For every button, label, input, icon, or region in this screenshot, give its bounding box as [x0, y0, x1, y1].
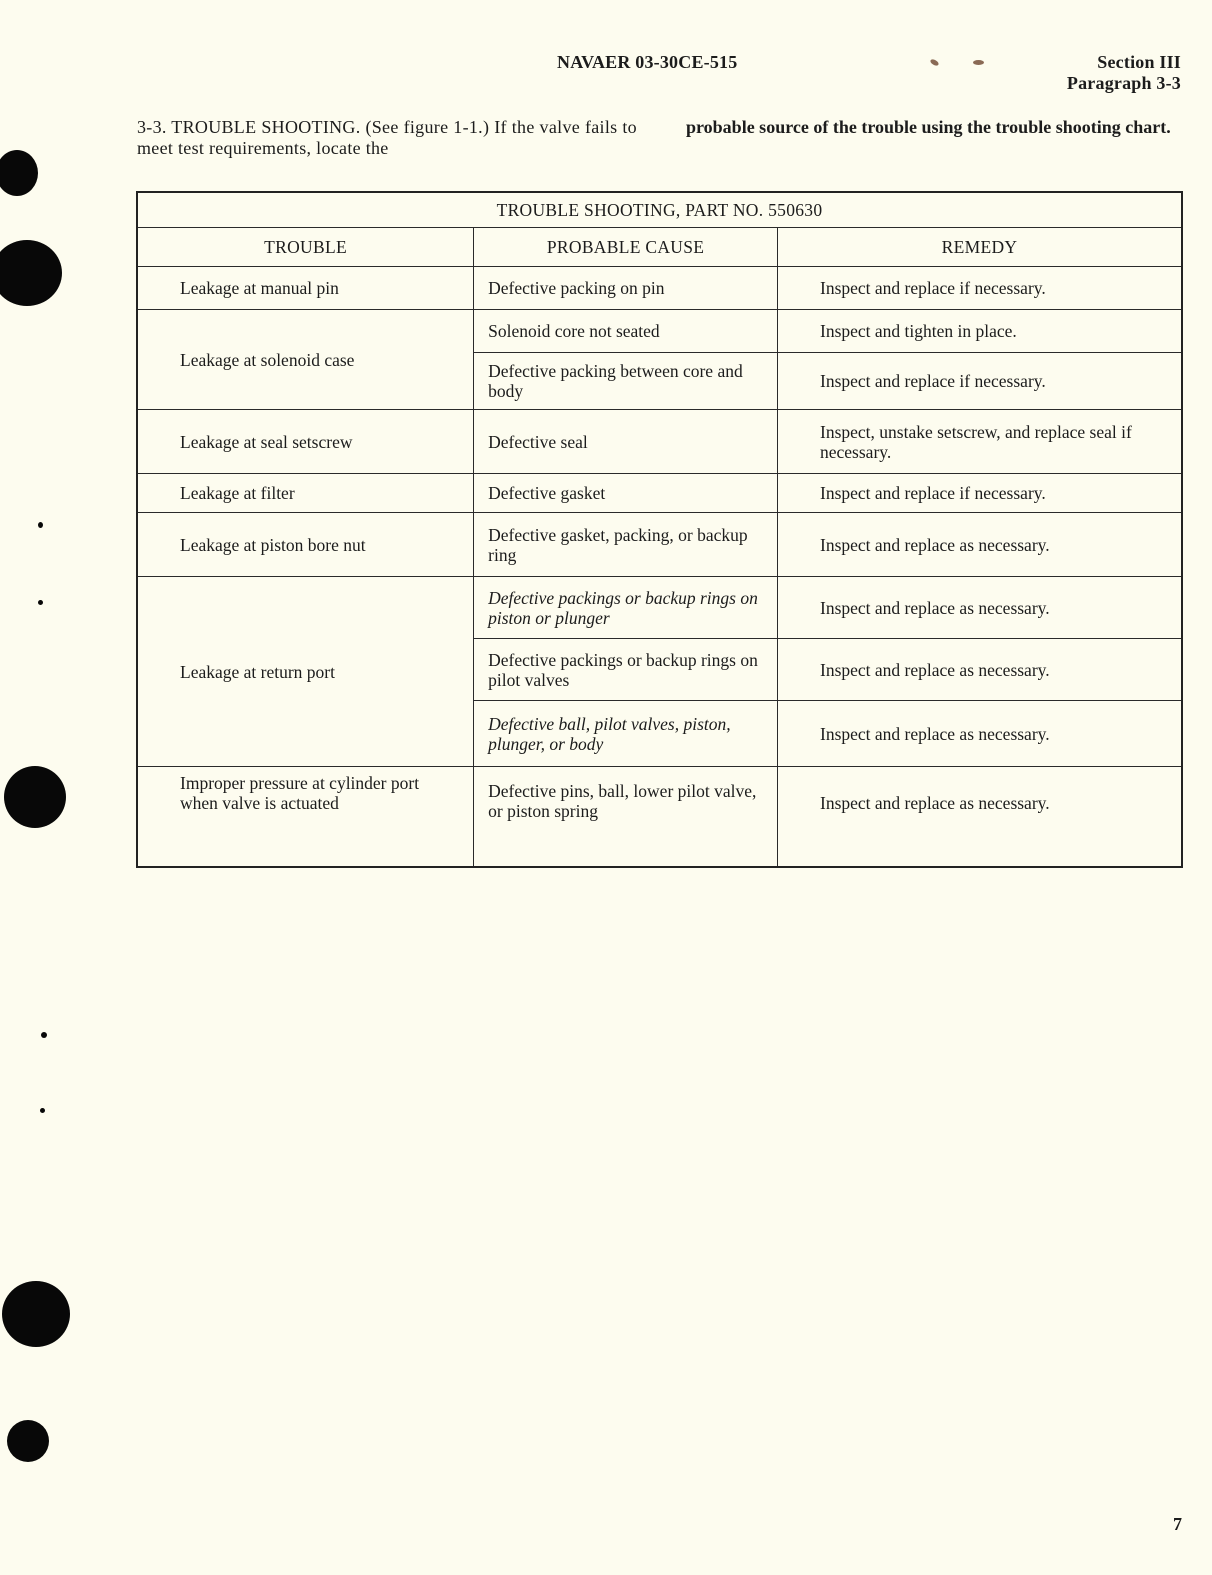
table-row: [137, 410, 1182, 474]
remedy-cell: Inspect and tighten in place.: [778, 310, 1183, 353]
table-row: [137, 577, 1182, 639]
trouble-cell: Leakage at manual pin: [137, 267, 474, 310]
remedy-cell: Inspect and replace if necessary.: [778, 353, 1183, 410]
trouble-cell: Leakage at solenoid case: [137, 310, 474, 410]
cause-cell: Solenoid core not seated: [474, 310, 778, 353]
cause-cell: Defective packing between core and body: [474, 353, 778, 410]
trouble-shooting-table: [136, 191, 1183, 868]
cause-cell: Defective pins, ball, lower pilot valve, or piston spring: [474, 767, 778, 867]
column-header-probable-cause: PROBABLE CAUSE: [474, 228, 778, 267]
trouble-cell: Leakage at return port: [137, 577, 474, 767]
page-number: 7: [1173, 1514, 1182, 1534]
remedy-cell: Inspect and replace if necessary.: [778, 267, 1183, 310]
cause-cell: Defective packing on pin: [474, 267, 778, 310]
binder-hole: [0, 150, 38, 196]
binder-hole: [2, 1281, 70, 1347]
table-row: [137, 267, 1182, 310]
margin-speck: [38, 522, 43, 528]
table-row: [137, 767, 1182, 867]
ink-smudge: [929, 58, 939, 67]
binder-hole: [0, 240, 62, 306]
margin-speck: [41, 1032, 47, 1038]
binder-hole: [7, 1420, 49, 1462]
trouble-cell: Leakage at seal setscrew: [137, 410, 474, 474]
ink-smudge: [973, 60, 984, 65]
cause-cell: Defective packings or backup rings on piston or plunger: [474, 577, 778, 639]
remedy-cell: Inspect and replace as necessary.: [778, 639, 1183, 701]
cause-cell: Defective gasket: [474, 474, 778, 513]
intro-text-left: 3-3. TROUBLE SHOOTING. (See figure 1-1.) If the valve fails to meet test requirements, locate the: [137, 117, 637, 158]
document-id: NAVAER 03-30CE-515: [557, 52, 738, 72]
margin-speck: [40, 1108, 45, 1113]
column-header-remedy: REMEDY: [778, 228, 1183, 267]
trouble-cell: Leakage at filter: [137, 474, 474, 513]
cause-cell: Defective seal: [474, 410, 778, 474]
remedy-cell: Inspect and replace as necessary.: [778, 577, 1183, 639]
binder-hole: [4, 766, 66, 828]
table-title-row: [137, 192, 1182, 228]
table-title: TROUBLE SHOOTING, PART NO. 550630: [137, 192, 1182, 228]
table-header-row: [137, 228, 1182, 267]
cause-cell: Defective ball, pilot valves, piston, plunger, or body: [474, 701, 778, 767]
table-row: [137, 513, 1182, 577]
remedy-cell: Inspect and replace as necessary.: [778, 701, 1183, 767]
table-row: [137, 310, 1182, 353]
cause-cell: Defective packings or backup rings on pilot valves: [474, 639, 778, 701]
remedy-cell: Inspect and replace as necessary.: [778, 513, 1183, 577]
column-header-trouble: TROUBLE: [137, 228, 474, 267]
paragraph-label: Paragraph 3-3: [1066, 73, 1181, 93]
remedy-cell: Inspect, unstake setscrew, and replace seal if necessary.: [778, 410, 1183, 474]
margin-speck: [38, 600, 43, 605]
cause-cell: Defective gasket, packing, or backup ring: [474, 513, 778, 577]
table-row: [137, 474, 1182, 513]
trouble-cell: Improper pressure at cylinder port when valve is actuated: [137, 767, 474, 867]
trouble-cell: Leakage at piston bore nut: [137, 513, 474, 577]
remedy-cell: Inspect and replace if necessary.: [778, 474, 1183, 513]
remedy-cell: Inspect and replace as necessary.: [778, 767, 1183, 867]
intro-text-right: probable source of the trouble using the trouble shooting chart.: [686, 117, 1171, 137]
section-label: Section III: [1097, 52, 1181, 72]
